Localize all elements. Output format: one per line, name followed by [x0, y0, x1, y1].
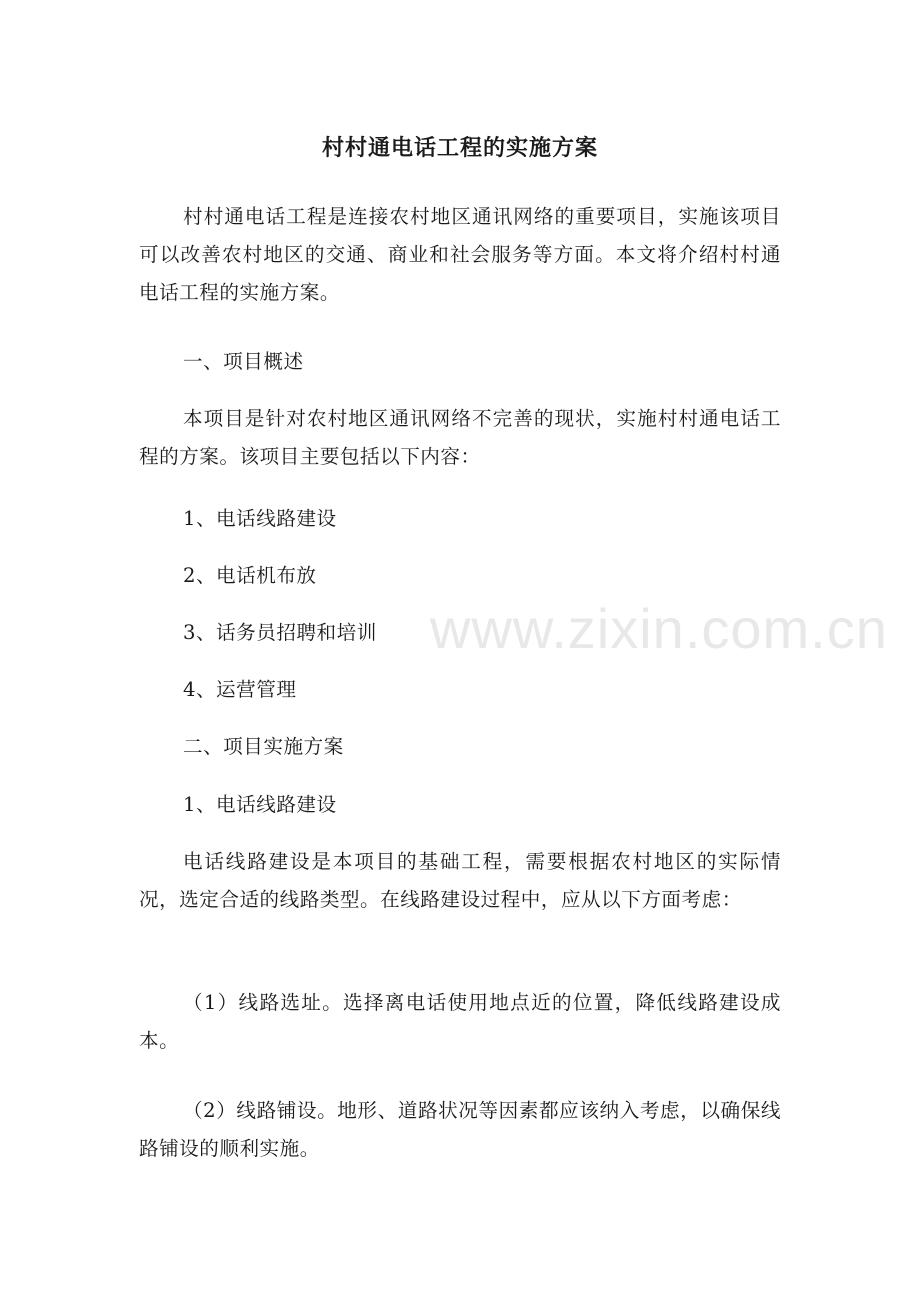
- overview-paragraph: 本项目是针对农村地区通讯网络不完善的现状，实施村村通电话工程的方案。该项目主要包括以下内容：: [139, 407, 781, 468]
- line-laying-paragraph: （2）线路铺设。地形、道路状况等因素都应该纳入考虑，以确保线路铺设的顺利实施。: [139, 1099, 781, 1160]
- list-item-phone-deployment: 2、电话机布放: [183, 564, 317, 587]
- section-heading-overview: 一、项目概述: [183, 350, 304, 373]
- section-heading-plan: 二、项目实施方案: [183, 735, 344, 758]
- subheading-line-construction: 1、电话线路建设: [183, 793, 337, 816]
- list-item-operations: 4、运营管理: [183, 678, 297, 701]
- line-siting-paragraph: （1）线路选址。选择离电话使用地点近的位置，降低线路建设成本。: [139, 991, 781, 1052]
- intro-paragraph: 村村通电话工程是连接农村地区通讯网络的重要项目，实施该项目可以改善农村地区的交通、商业和社会服务等方面。本文将介绍村村通电话工程的实施方案。: [139, 205, 781, 304]
- list-item-operator-training: 3、话务员招聘和培训: [183, 621, 377, 644]
- watermark: www.zixin.com.cn: [430, 597, 888, 660]
- list-item-line-construction: 1、电话线路建设: [183, 507, 337, 530]
- document-title: 村村通电话工程的实施方案: [321, 136, 598, 161]
- line-construction-paragraph: 电话线路建设是本项目的基础工程，需要根据农村地区的实际情况，选定合适的线路类型。在线路建设过程中，应从以下方面考虑：: [139, 850, 781, 911]
